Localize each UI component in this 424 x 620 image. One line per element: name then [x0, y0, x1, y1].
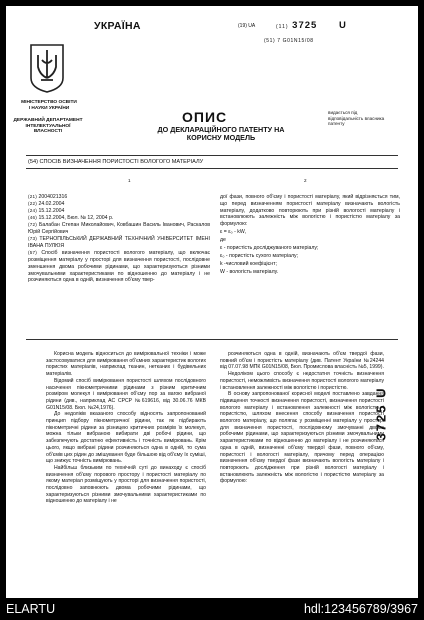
document-title: ОПИС — [182, 109, 228, 125]
document-subtitle: ДО ДЕКЛАРАЦІЙНОГО ПАТЕНТУ НА КОРИСНУ МОДЕЛЬ — [157, 125, 285, 143]
invention-title: (54) СПОСІБ ВИЗНАЧЕННЯ ПОРИСТОСТІ ВОЛОГОГО МАТЕРІАЛУ — [28, 159, 204, 165]
biblio-item: (46) 15.12.2004, Бюл. № 12, 2004 р. — [28, 215, 114, 222]
description-paragraph: До недоліків вказаного способу відносять запропонований принцип підбору пікнометричної рідини, так як підбирають пікнометричні рідини за різницею критичних розмірів їх молекул, можна тільки вибраною вибирати дві робочі рідини, що забезпечують достатню ефективність і точність вимірювань. Крім цього, якщо вибрані рідини розчиняються одна в одній, то сума об'ємів цих рідин до змішування буде більшою від об'єму їх суміші, що знижує точність вимірювань. — [46, 411, 206, 465]
claim-definition: ε - пористість досліджуваного матеріалу; — [220, 245, 319, 252]
column-mark-right: 2 — [304, 178, 307, 183]
biblio-item: (72) Балабан Степан Миколайович, Ковбашин Василь Іванович, Раскалов Юрій Сергійович — [28, 222, 210, 236]
claim-definition: ε₀ - пористість сухого матеріалу; — [220, 253, 299, 260]
ministry-name: МІНІСТЕРСТВО ОСВІТИ І НАУКИ УКРАЇНИ — [21, 100, 77, 111]
ipc-classification: (51) 7 G01N15/08 — [264, 38, 314, 44]
patent-page — [6, 6, 418, 598]
description-paragraph: Найбільш близьким по технічній суті до винаходу є спосіб визначення об'єму порового простору і пористості матеріалу по якому матеріал розміщують у просторі для визначення пористості, послідовно заповнюють двома робочими рідинами, що характеризуються різними змочувальними характеристиками по відношенню до матеріалу і не — [46, 464, 206, 505]
department-name: ДЕРЖАВНИЙ ДЕПАРТАМЕНТ ІНТЕЛЕКТУАЛЬНОЇ ВЛАСНОСТІ — [13, 118, 83, 135]
claim-paragraph: дої фази, повного об'єму і пористості матеріалу, який відрізняється тим, що перед визначенням пористості матеріалу визначають вологість матеріалу, додатково повторюють при різній вологості матеріалу і встановлюють залежність між вологістю і пористістю матеріалу за формулою: — [220, 194, 400, 228]
claim-definition: k -числовий коефіцієнт; — [220, 261, 277, 268]
divider — [26, 168, 398, 169]
bibliographic-data — [28, 194, 210, 284]
description-column-right — [220, 351, 384, 485]
divider — [26, 155, 398, 156]
description-column-left — [46, 351, 206, 505]
divider — [26, 339, 398, 340]
issuance-note: видається під відповідальність власника патенту — [328, 110, 385, 127]
patent-prefix-code: (19) UA — [238, 23, 256, 29]
claim-paragraph: де — [220, 237, 226, 244]
trident-emblem-icon — [28, 42, 66, 94]
patent-number: (11) 3725 U — [276, 20, 347, 31]
description-paragraph: Недоліком цього способу є недостатня точність визначення пористості, неможливість визначення пористості вологого матеріалу і встановлення залежності між вологістю і пористістю. — [220, 371, 384, 391]
claim-definition: W - вологість матеріалу. — [220, 269, 279, 276]
biblio-item: (22) 24.02.2004 — [28, 201, 65, 208]
description-paragraph: В основу запропонованої корисної моделі поставлено завдання підвищення точності визначення пористості, визначення пористості вологого матеріалу і встановлення залежності між вологістю і пористістю, шляхом внесення способу визначення пористості вологого матеріалу, що полягає у розміщенні матеріалу у просторі для визначення пористості, послідовному змочуванні двома робочими рідинами, що характеризуються різними змочувальними характеристиками по відношенню до матеріалу і не розчиняються одна в одній, визначенні об'єму твердої фази, повного об'єму, пористості і вологості матеріалу, причому перед операцією визначення об'єму твердої фази визначають вологість матеріалу і повторюють дослідження при різній вологості матеріалу і встановлюють залежність між вологістю і пористістю матеріалу за формулою: — [220, 391, 384, 485]
column-mark-left: 1 — [128, 178, 131, 183]
biblio-item: (57) Спосіб визначення пористості вологого матеріалу, що включає розміщення матеріалу у просторі для визначення пористості, послідовне зменшення двома робочими рідинами, що характеризуються різними змочувальними характеристиками по відношенню до матеріалу і не розчиняються одна в одній, визначення об'єму твер- — [28, 250, 210, 284]
description-paragraph: Корисна модель відноситься до вимірювальної техніки і може застосовуватися для вимірювання об'ємних характеристик вологих пористих матеріалів, наприклад тканин, нетканих і будівельних матеріалів. — [46, 351, 206, 378]
biblio-item: (21) 2004021316 — [28, 194, 68, 200]
biblio-item: (73) ТЕРНОПІЛЬСЬКИЙ ДЕРЖАВНИЙ ТЕХНІЧНИЙ УНІВЕРСИТЕТ ІМЕНІ ІВАНА ПУЛЮЯ — [28, 236, 210, 250]
country-name: УКРАЇНА — [94, 20, 141, 32]
biblio-item: (24) 15.12.2004 — [28, 208, 65, 215]
claim-formula: ε = ε₀ - kW, — [220, 229, 246, 236]
description-paragraph: розчиняються одна в одній, визначають об'єм твердої фази, повний об'єм і пористість матеріалу (див. Патент України №24244 від 07.07.98 МПК G01N15/08, Бюл. Промислова власність №5, 1999). — [220, 351, 384, 371]
claim-continuation — [220, 194, 400, 277]
viewer-footer — [0, 598, 424, 620]
repository-name: ELARTU — [6, 602, 56, 616]
handle-link[interactable]: hdl:123456789/3967 — [303, 602, 418, 616]
description-paragraph: Відомий спосіб вимірювання пористості шляхом послідовного насичення пікнометричними рідинами з різним критичним розміром молекул і вимірювання об'єму пор за вагою вибраної рідини (див., наприклад АС СРСР №619616, від 30.06.76 МКВ G01N15/08. Бюл. №24,1976). — [46, 377, 206, 411]
vertical-patent-code: 3725 U — [373, 386, 389, 441]
